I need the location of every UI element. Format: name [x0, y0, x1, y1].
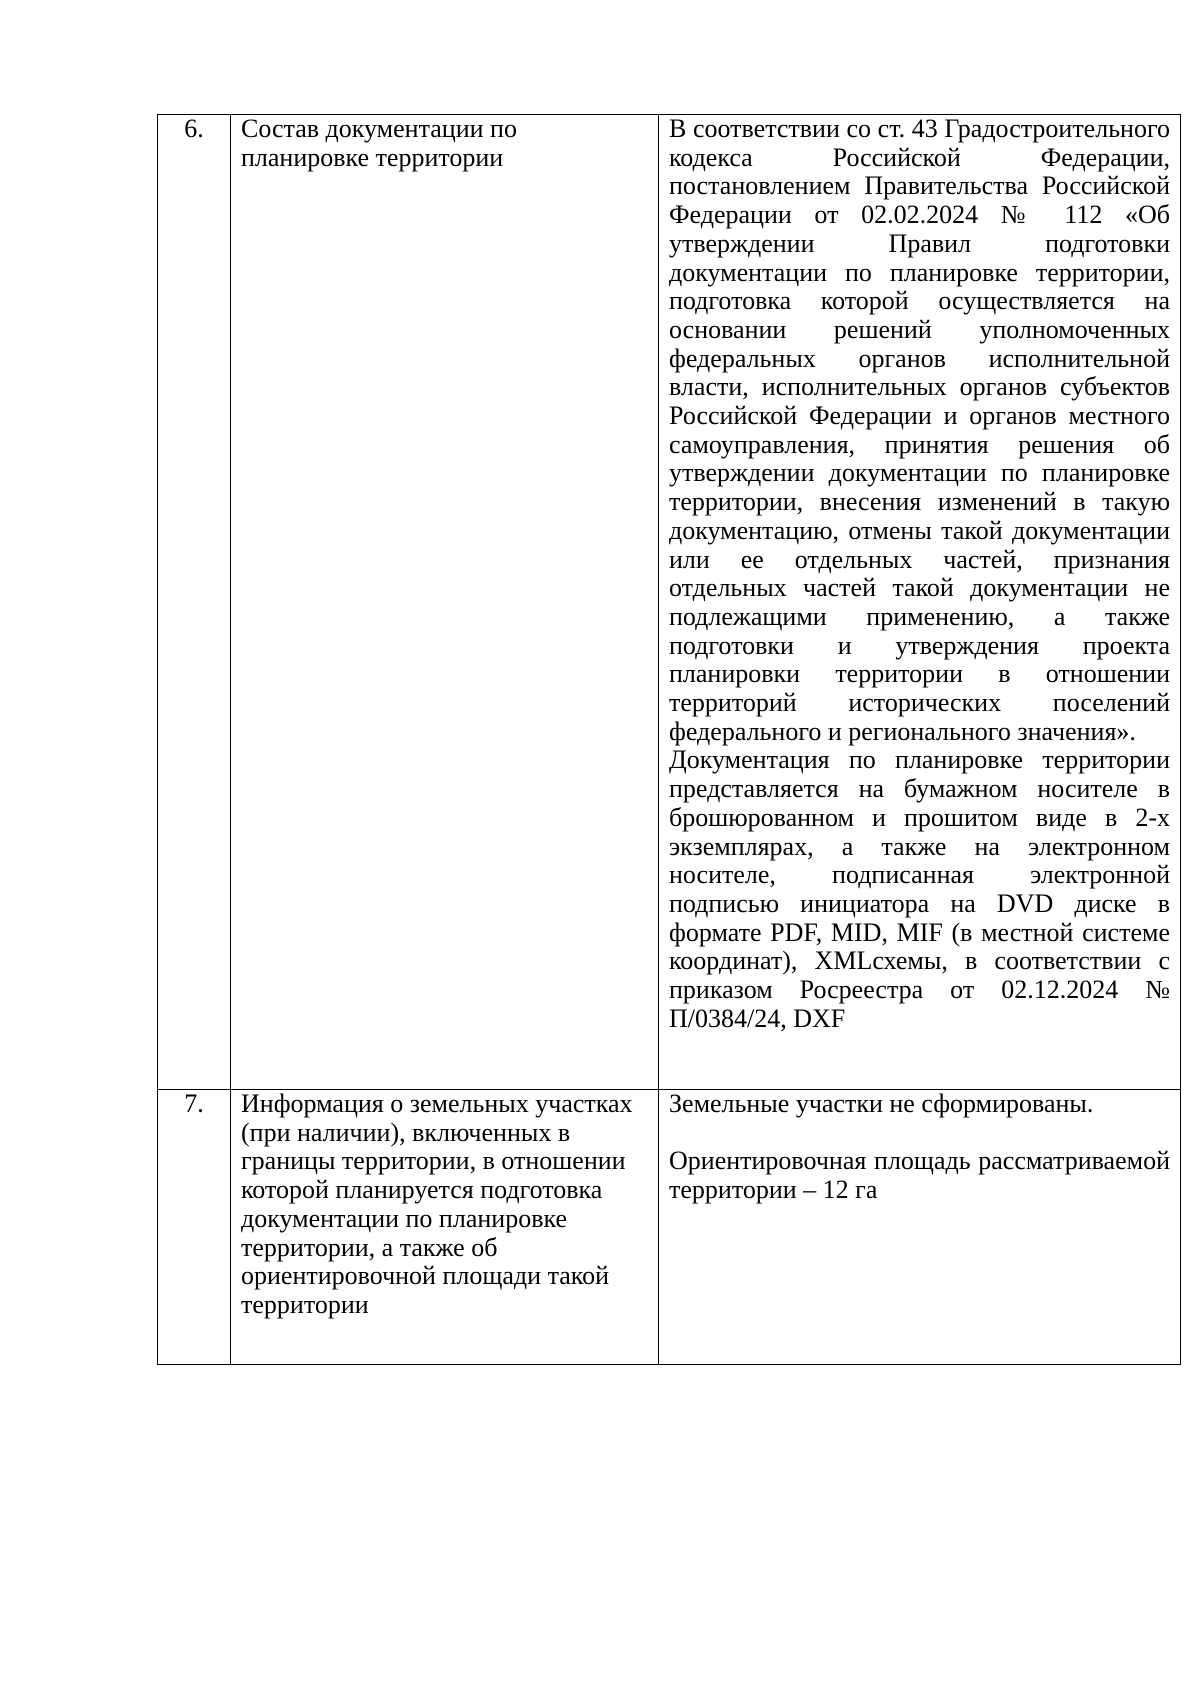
- table-row: [158, 115, 1181, 1090]
- value-paragraph: Земельные участки не сформированы.: [669, 1089, 1094, 1118]
- row-value: [659, 115, 1181, 1090]
- row-number: 6.: [158, 115, 231, 1090]
- value-paragraph: Ориентировочная площадь рассматриваемой территории – 12 га: [669, 1146, 1170, 1205]
- row-title: Информация о земельных участках (при наличии), включенных в границы территории, в отношении которой планируется подготовка документации по планировке территории, а также об ориентировочной площади такой территории: [231, 1090, 659, 1365]
- row-title: Состав документации по планировке территории: [231, 115, 659, 1090]
- requirements-table: [157, 114, 1181, 1365]
- row-number: 7.: [158, 1090, 231, 1365]
- row-value: [659, 1090, 1181, 1365]
- table-row: [158, 1090, 1181, 1365]
- value-paragraph: Документация по планировке территории представляется на бумажном носителе в брошюрованном и прошитом виде в 2-х экземплярах, а также на электронном носителе, подписанная электронной подписью инициатора на DVD диске в формате PDF, MID, MIF (в местной системе координат), XMLсхемы, в соответствии с приказом Росреестра от 02.12.2024 № П/0384/24, DXF: [669, 745, 1170, 1033]
- paragraph-gap: [669, 1119, 1170, 1148]
- value-paragraph: В соответствии со ст. 43 Градостроительного кодекса Российской Федерации, постановлением Правительства Российской Федерации от 02.02.2024 № 112 «Об утверждении Правил подготовки документации по планировке территории, подготовка которой осуществляется на основании решений уполномоченных федеральных органов исполнительной власти, исполнительных органов субъектов Российской Федерации и органов местного самоуправления, принятия решения об утверждении документации по планировке территории, внесения изменений в такую документацию, отмены такой документации или ее отдельных частей, признания отдельных частей такой документации не подлежащими применению, а также подготовки и утверждения проекта планировки территории в отношении территорий исторических поселений федерального и регионального значения».: [669, 114, 1170, 746]
